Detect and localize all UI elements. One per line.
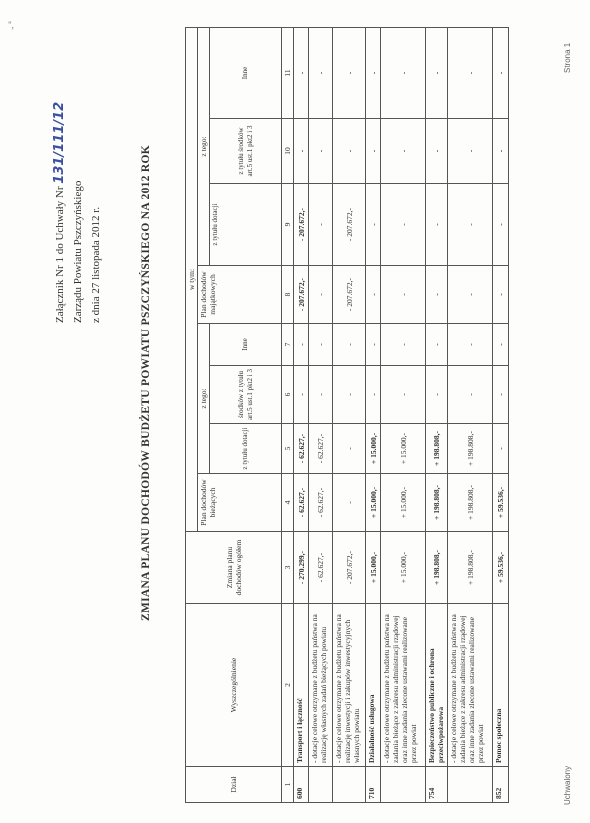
cell-dzial: 754 <box>426 767 448 803</box>
cell-value: - <box>366 184 381 266</box>
table-row <box>333 27 366 802</box>
cell-value: + 15.000,- <box>366 424 381 474</box>
header-dotacji-1: z tytułu dotacji <box>210 424 282 474</box>
cell-value: + 15.000,- <box>366 474 381 532</box>
cell-value: - <box>366 27 381 118</box>
cell-value: - <box>493 27 509 118</box>
cell-value: + 15.000,- <box>381 532 426 604</box>
cell-value: - <box>381 266 426 324</box>
cell-value: - 62.627,- <box>294 474 309 532</box>
header-dotacji-2: z tytułu dotacji <box>210 184 282 266</box>
cell-value: - <box>309 266 333 324</box>
cell-value: - <box>448 324 493 366</box>
header-srodkow-1: środków z tytułu art.5 ust.1 pkt2 i 3 <box>210 366 282 424</box>
col-number: 2 <box>282 604 294 767</box>
cell-value: + 198.808,- <box>426 532 448 604</box>
cell-value: - <box>448 266 493 324</box>
cell-value: - 207.672,- <box>294 266 309 324</box>
cell-value: - <box>333 366 366 424</box>
cell-value: - 62.627,- <box>294 424 309 474</box>
table-row <box>381 27 426 802</box>
resolution-number-handwritten: 131/111/12 <box>52 101 67 184</box>
cell-value: - <box>493 324 509 366</box>
cell-value: + 15.000,- <box>381 474 426 532</box>
cell-value: - <box>333 27 366 118</box>
cell-value: - 270.299,- <box>294 532 309 604</box>
footer-left: Uchwalony <box>563 765 572 805</box>
cell-value: + 15.000,- <box>381 424 426 474</box>
header-z-tego-2: z tego: <box>198 27 210 265</box>
cell-value: - <box>426 184 448 266</box>
cell-value: - <box>448 366 493 424</box>
cell-description: Pomoc społeczna <box>493 604 509 767</box>
corner-mark: ", <box>8 20 14 30</box>
cell-description: Działalność usługowa <box>366 604 381 767</box>
cell-value: - <box>493 119 509 184</box>
header-dzial: Dział <box>186 767 282 803</box>
col-number: 11 <box>282 27 294 118</box>
cell-value: - <box>309 119 333 184</box>
cell-value: + 198.808,- <box>448 424 493 474</box>
cell-value: - <box>309 324 333 366</box>
cell-description: Bezpieczeństwo publiczne i ochrona przeciwpożarowa <box>426 604 448 767</box>
table-row <box>366 27 381 802</box>
header-w-tym: w tym: <box>186 27 198 531</box>
cell-value: + 198.808,- <box>448 474 493 532</box>
col-number: 6 <box>282 366 294 424</box>
cell-value: - <box>294 324 309 366</box>
cell-value: - <box>381 366 426 424</box>
table-row <box>294 27 309 802</box>
attachment-note <box>52 63 104 323</box>
cell-value: - <box>333 324 366 366</box>
attachment-line-1 <box>52 63 68 323</box>
cell-value: - <box>426 324 448 366</box>
cell-value: - 207.672,- <box>333 266 366 324</box>
cell-value: - <box>493 184 509 266</box>
cell-value: - <box>366 266 381 324</box>
cell-value: - 62.627,- <box>309 424 333 474</box>
cell-value: - <box>493 424 509 474</box>
cell-value: - <box>333 119 366 184</box>
table-row <box>309 27 333 802</box>
document-title: ZMIANA PLANU DOCHODÓW BUDŻETU POWIATU PSZCZYŃSKIEGO NA 2012 ROK <box>140 145 152 621</box>
cell-value: - <box>294 366 309 424</box>
table-row <box>493 27 509 802</box>
cell-value: - <box>426 366 448 424</box>
cell-value: - <box>448 184 493 266</box>
cell-description: Transport i łączność <box>294 604 309 767</box>
footer-right: Strona 1 <box>563 42 572 73</box>
col-number: 1 <box>282 767 294 803</box>
col-number: 3 <box>282 532 294 604</box>
income-plan-table <box>185 27 509 803</box>
cell-value: - 207.672,- <box>333 184 366 266</box>
cell-value: - <box>426 266 448 324</box>
header-row-1 <box>186 27 198 802</box>
cell-dzial: 710 <box>366 767 381 803</box>
cell-value: - <box>366 324 381 366</box>
cell-value: - <box>294 27 309 118</box>
cell-value: - <box>493 366 509 424</box>
cell-value: + 59.536,- <box>493 474 509 532</box>
cell-value: - 62.627,- <box>309 474 333 532</box>
cell-value: - <box>333 424 366 474</box>
cell-value: + 198.808,- <box>426 424 448 474</box>
cell-value: - <box>309 27 333 118</box>
header-z-tego-1: z tego: <box>198 324 210 474</box>
table-row <box>426 27 448 802</box>
column-number-row <box>282 27 294 802</box>
col-number: 5 <box>282 424 294 474</box>
attachment-line-2: Zarządu Powiatu Pszczyńskiego <box>72 180 84 323</box>
cell-dzial: 852 <box>493 767 509 803</box>
col-number: 10 <box>282 119 294 184</box>
cell-value: - <box>366 119 381 184</box>
cell-value: - <box>309 366 333 424</box>
header-srodkow-2: z tytułu środków art.5 ust.1 pkt2 i 3 <box>210 119 282 184</box>
cell-dzial <box>448 767 493 803</box>
header-plan-majatkowych: Plan dochodów majątkowych <box>198 266 282 324</box>
cell-dzial: 600 <box>294 767 309 803</box>
cell-value: - <box>426 119 448 184</box>
cell-dzial <box>333 767 366 803</box>
col-number: 4 <box>282 474 294 532</box>
cell-value: - <box>381 27 426 118</box>
col-number: 7 <box>282 324 294 366</box>
cell-description: - dotacje celowe otrzymane z budżetu państwa na realizację własnych zadań bieżących powiatu <box>309 604 333 767</box>
cell-value: + 198.808,- <box>426 474 448 532</box>
header-inne-1: Inne <box>210 324 282 366</box>
table-body <box>294 27 509 802</box>
cell-value: + 59.536,- <box>493 532 509 604</box>
header-inne-2: Inne <box>210 27 282 118</box>
cell-value: - <box>381 119 426 184</box>
cell-value: - <box>294 119 309 184</box>
cell-value: - <box>366 366 381 424</box>
attachment-line-3: z dnia 27 listopada 2012 r. <box>90 206 102 323</box>
cell-value: - <box>448 27 493 118</box>
cell-dzial <box>381 767 426 803</box>
cell-value: - 62.627,- <box>309 532 333 604</box>
attachment-line-1-text: Załącznik Nr 1 do Uchwały Nr <box>54 186 66 323</box>
header-zmiana: Zmiana planu dochodów ogółem <box>186 532 282 604</box>
cell-value: - <box>493 266 509 324</box>
cell-value: - <box>381 324 426 366</box>
cell-value: - <box>381 184 426 266</box>
cell-value: - 207.672,- <box>294 184 309 266</box>
cell-value: + 15.000,- <box>366 532 381 604</box>
col-number: 9 <box>282 184 294 266</box>
cell-description: - dotacje celowe otrzymane z budżetu państwa na zadania bieżące z zakresu administracji rządowej oraz inne zadania zlecone ustawami realizowane przez powiat <box>381 604 426 767</box>
cell-dzial <box>309 767 333 803</box>
cell-value: - 207.672,- <box>333 532 366 604</box>
header-wyszczegolnienie: Wyszczególnienie <box>186 604 282 767</box>
cell-value: - <box>309 184 333 266</box>
table-row <box>448 27 493 802</box>
cell-value: - <box>333 474 366 532</box>
col-number: 8 <box>282 266 294 324</box>
cell-description: - dotacje celowe otrzymane z budżetu państwa na realizację inwestycji i zakupów inwestycyjnych własnych powiatu <box>333 604 366 767</box>
cell-value: - <box>448 119 493 184</box>
cell-value: + 198.808,- <box>448 532 493 604</box>
header-plan-biezacych: Plan dochodów bieżących <box>198 474 282 532</box>
cell-value: - <box>426 27 448 118</box>
cell-description: - dotacje celowe otrzymane z budżetu państwa na zadania bieżące z zakresu administracji rządowej oraz inne zadania zlecone ustawami realizowane przez powiat <box>448 604 493 767</box>
